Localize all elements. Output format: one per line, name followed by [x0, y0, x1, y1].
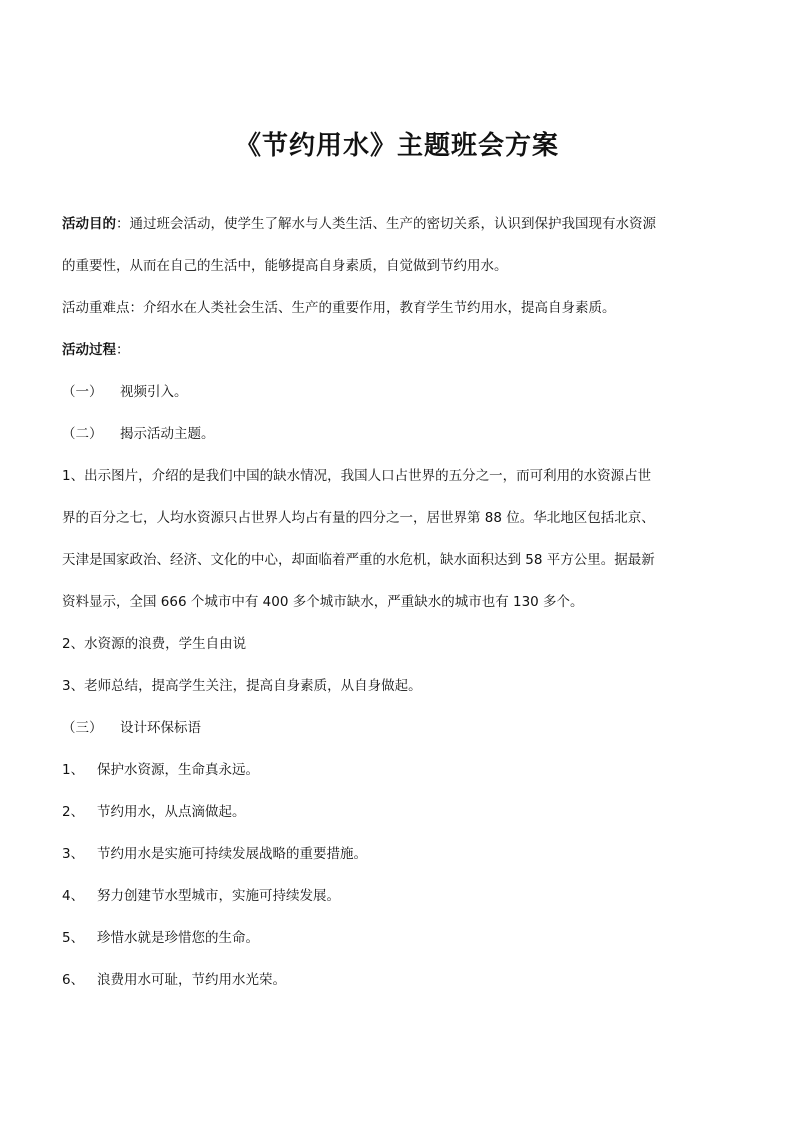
process-heading [62, 337, 742, 379]
section-number: （三） [62, 720, 103, 736]
section-number: （一） [62, 384, 103, 400]
slogan-text: 浪费用水可耻，节约用水光荣。 [97, 972, 286, 988]
content-paragraph-1-line3: 天津是国家政治、经济、文化的中心，却面临着严重的水危机，缺水面积达到 58 平方公里。据最新 [62, 552, 655, 568]
slogan-item [62, 967, 742, 1009]
document-title: 《节约用水》主题班会方案 [234, 131, 559, 161]
purpose-separator: ： [116, 216, 130, 232]
slogan-number: 1、 [62, 762, 85, 778]
content-paragraph-2: 2、水资源的浪费，学生自由说 [62, 636, 247, 652]
purpose-label: 活动目的 [62, 216, 116, 232]
purpose-text-line1: 通过班会活动，使学生了解水与人类生活、生产的密切关系，认识到保护我国现有水资源 [129, 216, 656, 232]
section-text: 设计环保标语 [120, 720, 201, 736]
purpose-text-line2: 的重要性，从而在自己的生活中，能够提高自身素质，自觉做到节约用水。 [62, 258, 508, 274]
content-paragraph-3: 3、老师总结，提高学生关注，提高自身素质，从自身做起。 [62, 678, 422, 694]
slogan-item [62, 925, 742, 967]
slogan-number: 4、 [62, 888, 85, 904]
slogan-text: 节约用水是实施可持续发展战略的重要措施。 [97, 846, 367, 862]
slogan-text: 保护水资源，生命真永远。 [97, 762, 259, 778]
slogan-number: 6、 [62, 972, 85, 988]
slogan-item [62, 757, 742, 799]
section-text: 视频引入。 [120, 384, 188, 400]
slogan-text: 珍惜水就是珍惜您的生命。 [97, 930, 259, 946]
slogan-number: 5、 [62, 930, 85, 946]
focus-paragraph: 活动重难点：介绍水在人类社会生活、生产的重要作用，教育学生节约用水，提高自身素质。 [62, 300, 616, 316]
slogan-item [62, 883, 742, 925]
slogan-item [62, 841, 742, 883]
document-body [62, 211, 742, 1009]
slogan-text: 努力创建节水型城市，实施可持续发展。 [97, 888, 340, 904]
slogan-text: 节约用水，从点滴做起。 [97, 804, 246, 820]
content-paragraph-1-line2: 界的百分之七，人均水资源只占世界人均占有量的四分之一，居世界第 88 位。华北地区包括北京、 [62, 510, 655, 526]
purpose-paragraph [62, 211, 742, 253]
process-label: 活动过程 [62, 342, 116, 358]
section-heading [62, 379, 742, 421]
content-paragraph-1-line1: 1、出示图片，介绍的是我们中国的缺水情况，我国人口占世界的五分之一，而可利用的水资源占世 [62, 468, 652, 484]
slogan-item [62, 799, 742, 841]
section-heading [62, 421, 742, 463]
slogan-number: 2、 [62, 804, 85, 820]
process-separator: ： [116, 342, 130, 358]
slogan-number: 3、 [62, 846, 85, 862]
content-paragraph-1-line4: 资料显示，全国 666 个城市中有 400 多个城市缺水，严重缺水的城市也有 130 多个。 [62, 594, 584, 610]
section-heading [62, 715, 742, 757]
section-text: 揭示活动主题。 [120, 426, 215, 442]
section-number: （二） [62, 426, 103, 442]
